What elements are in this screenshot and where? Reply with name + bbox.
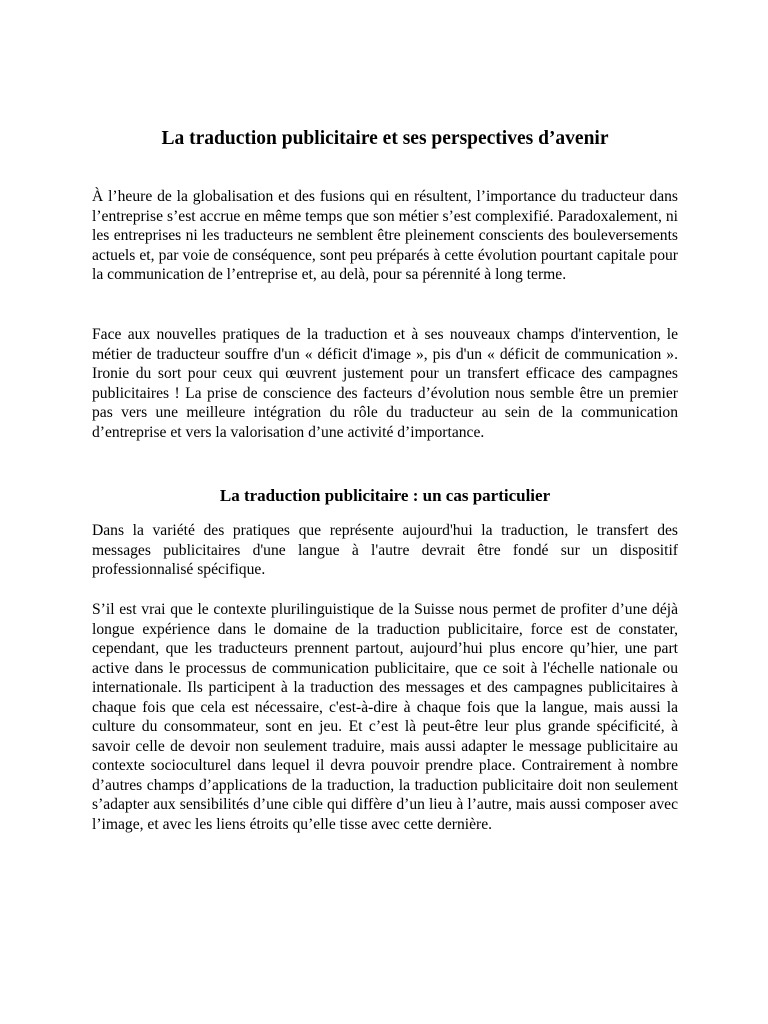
paragraph-variety-of-practices: Dans la variété des pratiques que représente aujourd'hui la traduction, le transfert des messages publicitaires d'une langue à l'autre devrait être fondé sur un dispositif professionnalisé spécifique. <box>92 522 678 578</box>
paragraph-swiss-context: S’il est vrai que le contexte plurilinguistique de la Suisse nous permet de profiter d’une déjà longue expérience dans le domaine de la traduction publicitaire, force est de constater, cependant, que les traducteurs prennent partout, aujourd’hui plus encore qu’hier, une part active dans le processus de communication publicitaire, que ce soit à l'échelle nationale ou internationale. Ils participent à la traduction des messages et des campagnes publicitaires à chaque fois que cela est nécessaire, c'est-à-dire à chaque fois que la langue, mais aussi la culture du consommateur, sont en jeu. Et c’est là peut-être leur plus grande spécificité, à savoir celle de devoir non seulement traduire, mais aussi adapter le message publicitaire au contexte socioculturel dans lequel il devra pouvoir prendre place. Contrairement à nombre d’autres champs d’applications de la traduction, la traduction publicitaire doit non seulement s’adapter aux sensibilités d’une cible qui diffère d’un lieu à l’autre, mais aussi composer avec l’image, et avec les liens étroits qu’elle tisse avec cette dernière. <box>92 601 678 833</box>
paragraph-globalisation: À l’heure de la globalisation et des fusions qui en résultent, l’importance du traducteur dans l’entreprise s’est accrue en même temps que son métier s’est complexifié. Paradoxalement, ni les entreprises ni les traducteurs ne semblent être pleinement conscients des bouleversements actuels et, par voie de conséquence, sont peu préparés à cette évolution pourtant capitale pour la communication de l’entreprise et, au delà, pour sa pérennité à long terme. <box>92 188 678 283</box>
paragraph-new-practices: Face aux nouvelles pratiques de la traduction et à ses nouveaux champs d'intervention, le métier de traducteur souffre d'un « déficit d'image », pis d'un « déficit de communication ». Ironie du sort pour ceux qui œuvrent justement pour un transfert efficace des campagnes publicitaires ! La prise de conscience des facteurs d’évolution nous semble être un premier pas vers une meilleure intégration du rôle du traducteur au sein de la communication d’entreprise et vers la valorisation d’une activité d’importance. <box>92 326 678 441</box>
document-page <box>92 0 678 1024</box>
section-heading: La traduction publicitaire : un cas particulier <box>219 486 551 505</box>
document-title: La traduction publicitaire et ses perspectives d’avenir <box>161 128 609 149</box>
